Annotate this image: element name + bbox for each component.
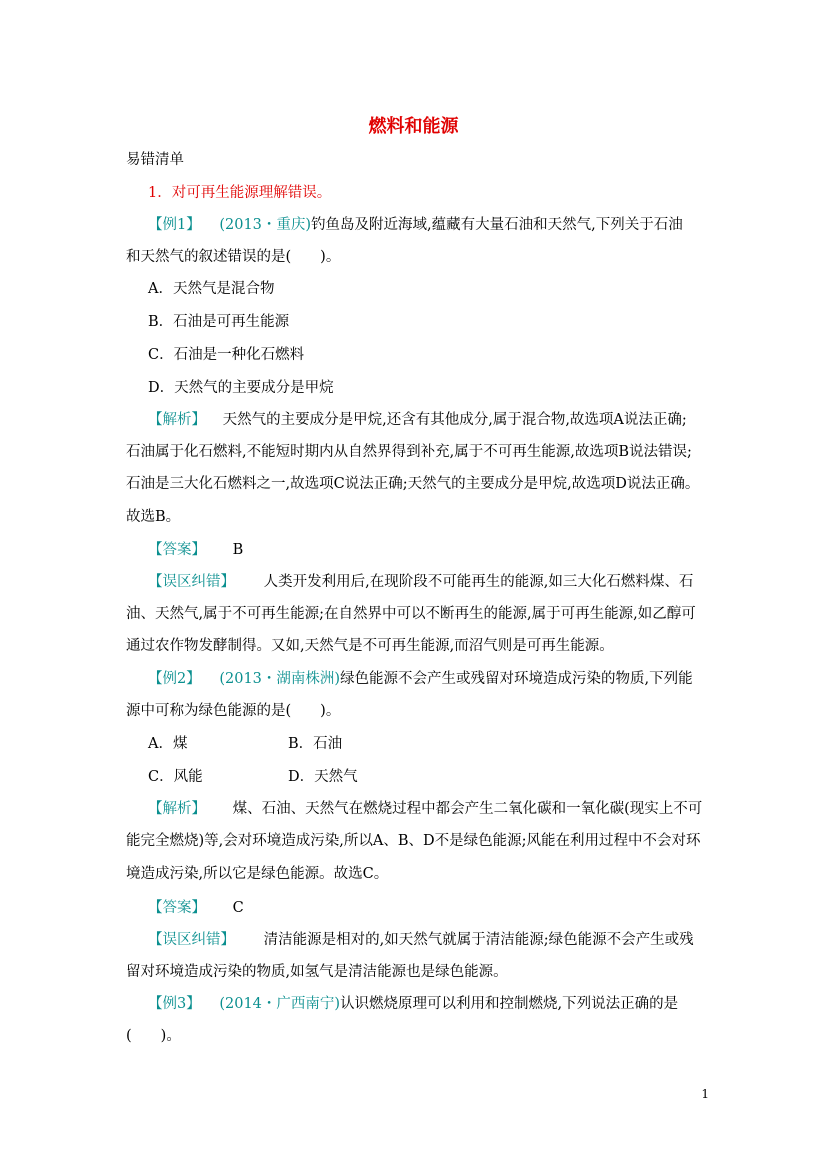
answer-tag: 【答案】 [148,542,206,558]
option-a: A．煤 [148,736,188,752]
source-label: (2013・湖南株洲) [219,671,341,687]
example-3-question-line-2: ( )。 [126,1028,181,1044]
page-title: 燃料和能源 [368,116,459,137]
question-text: 绿色能源不会产生或残留对环境造成污染的物质,下列能 [340,671,693,687]
question-text: 认识燃烧原理可以利用和控制燃烧,下列说法正确的是 [340,996,679,1012]
analysis-line-3: 石油是三大化石燃料之一,故选项C说法正确;天然气的主要成分是甲烷,故选项D说法正确。 [126,476,700,492]
correction-tag: 【误区纠错】 [148,574,235,590]
example-1-question-line-1 [148,215,683,235]
correction-line-1 [148,930,694,950]
correction-text: 人类开发利用后,在现阶段不可能再生的能源,如三大化石燃料煤、石 [263,574,694,590]
example-2-question-line-2: 源中可称为绿色能源的是( )。 [126,703,341,719]
option-b: B．石油是可再生能源 [148,314,290,330]
analysis-tag: 【解析】 [148,412,206,428]
example-2-question-line-1 [148,669,693,689]
correction-line-1 [148,572,693,592]
answer-value: C [232,900,244,916]
option-c: C．石油是一种化石燃料 [148,347,305,363]
option-d: D．天然气的主要成分是甲烷 [148,380,334,396]
analysis-line-1 [148,799,702,819]
analysis-line-4: 故选B。 [126,509,181,525]
correction-text: 清洁能源是相对的,如天然气就属于清洁能源;绿色能源不会产生或残 [263,932,694,948]
source-label: (2014・广西南宁) [219,996,341,1012]
page-number: 1 [701,1087,709,1101]
point-heading: 1．对可再生能源理解错误。 [148,185,332,201]
section-heading: 易错清单 [126,152,184,168]
correction-line-2: 留对环境造成污染的物质,如氢气是清洁能源也是绿色能源。 [126,964,508,980]
correction-line-3: 通过农作物发酵制得。又如,天然气是不可再生能源,而沼气则是可再生能源。 [126,638,614,654]
correction-line-2: 油、天然气,属于不可再生能源;在自然界中可以不断再生的能源,属于可再生能源,如乙醇可 [126,606,696,622]
analysis-text: 天然气的主要成分是甲烷,还含有其他成分,属于混合物,故选项A说法正确; [222,412,687,428]
example-tag: 【例2】 [148,671,201,687]
source-label: (2013・重庆) [219,217,312,233]
analysis-line-2: 石油属于化石燃料,不能短时期内从自然界得到补充,属于不可再生能源,故选项B说法错误; [126,444,692,460]
example-3-question-line-1 [148,994,678,1014]
option-d: D．天然气 [288,769,358,785]
example-tag: 【例1】 [148,217,201,233]
answer-value: B [232,542,244,558]
example-tag: 【例3】 [148,996,201,1012]
question-text: 钓鱼岛及附近海域,蕴藏有大量石油和天然气,下列关于石油 [311,217,683,233]
answer-line [148,898,244,918]
analysis-text: 煤、石油、天然气在燃烧过程中都会产生二氧化碳和一氧化碳(现实上不可 [232,801,703,817]
analysis-line-2: 能完全燃烧)等,会对环境造成污染,所以A、B、D不是绿色能源;风能在利用过程中不会对环 [126,833,701,849]
answer-tag: 【答案】 [148,900,206,916]
option-b: B．石油 [288,736,343,752]
example-1-question-line-2: 和天然气的叙述错误的是( )。 [126,249,341,265]
answer-line [148,540,243,560]
option-c: C．风能 [148,769,203,785]
option-a: A．天然气是混合物 [148,281,275,297]
analysis-line-3: 境造成污染,所以它是绿色能源。故选C。 [126,866,389,882]
analysis-line-1 [148,410,687,430]
analysis-tag: 【解析】 [148,801,206,817]
correction-tag: 【误区纠错】 [148,932,235,948]
